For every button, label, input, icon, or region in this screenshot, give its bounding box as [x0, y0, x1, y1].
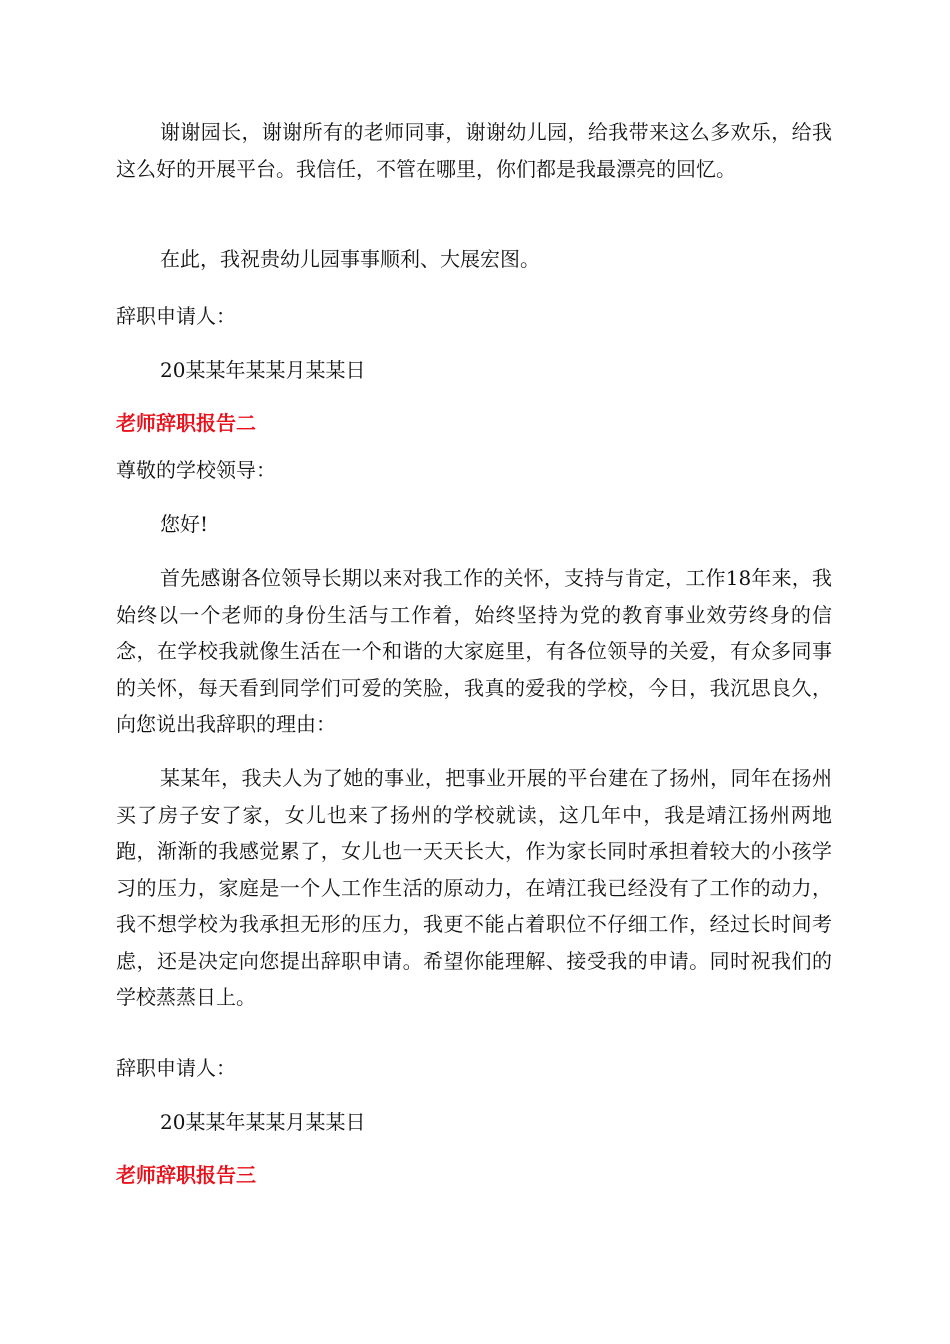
- section-heading: 老师辞职报告三: [116, 1163, 256, 1187]
- applicant-label: 辞职申请人：: [116, 304, 236, 328]
- gratitude-paragraph: 首先感谢各位领导长期以来对我工作的关怀，支持与肯定，工作18年来，我始终以一个老师的身份生活与工作着，始终坚持为党的教育事业效劳终身的信念，在学校我就像生活在一个和谐的大家庭里，有各位领导的关爱，有众多同事的关怀，每天看到同学们可爱的笑脸，我真的爱我的学校，今日，我沉思良久，向您说出我辞职的理由：: [116, 566, 832, 736]
- reason-paragraph: 某某年，我夫人为了她的事业，把事业开展的平台建在了扬州，同年在扬州买了房子安了家，女儿也来了扬州的学校就读，这几年中，我是靖江扬州两地跑，渐渐的我感觉累了，女儿也一天天长大，作为家长同时承担着较大的小孩学习的压力，家庭是一个人工作生活的原动力，在靖江我已经没有了工作的动力，我不想学校为我承担无形的压力，我更不能占着职位不仔细工作，经过长时间考虑，还是决定向您提出辞职申请。希望你能理解、接受我的申请。同时祝我们的学校蒸蒸日上。: [116, 766, 832, 1009]
- closing-thanks-paragraph: 谢谢园长，谢谢所有的老师同事，谢谢幼儿园，给我带来这么多欢乐，给我这么好的开展平台。我信任，不管在哪里，你们都是我最漂亮的回忆。: [116, 120, 832, 181]
- greeting: 您好!: [160, 512, 209, 536]
- signature-date: 20某某年某某月某某日: [160, 1110, 366, 1134]
- signature-date: 20某某年某某月某某日: [160, 358, 366, 382]
- closing-wishes-paragraph: 在此，我祝贵幼儿园事事顺利、大展宏图。: [160, 247, 540, 271]
- applicant-label: 辞职申请人：: [116, 1056, 236, 1080]
- section-heading: 老师辞职报告二: [116, 411, 256, 435]
- salutation: 尊敬的学校领导：: [116, 458, 276, 482]
